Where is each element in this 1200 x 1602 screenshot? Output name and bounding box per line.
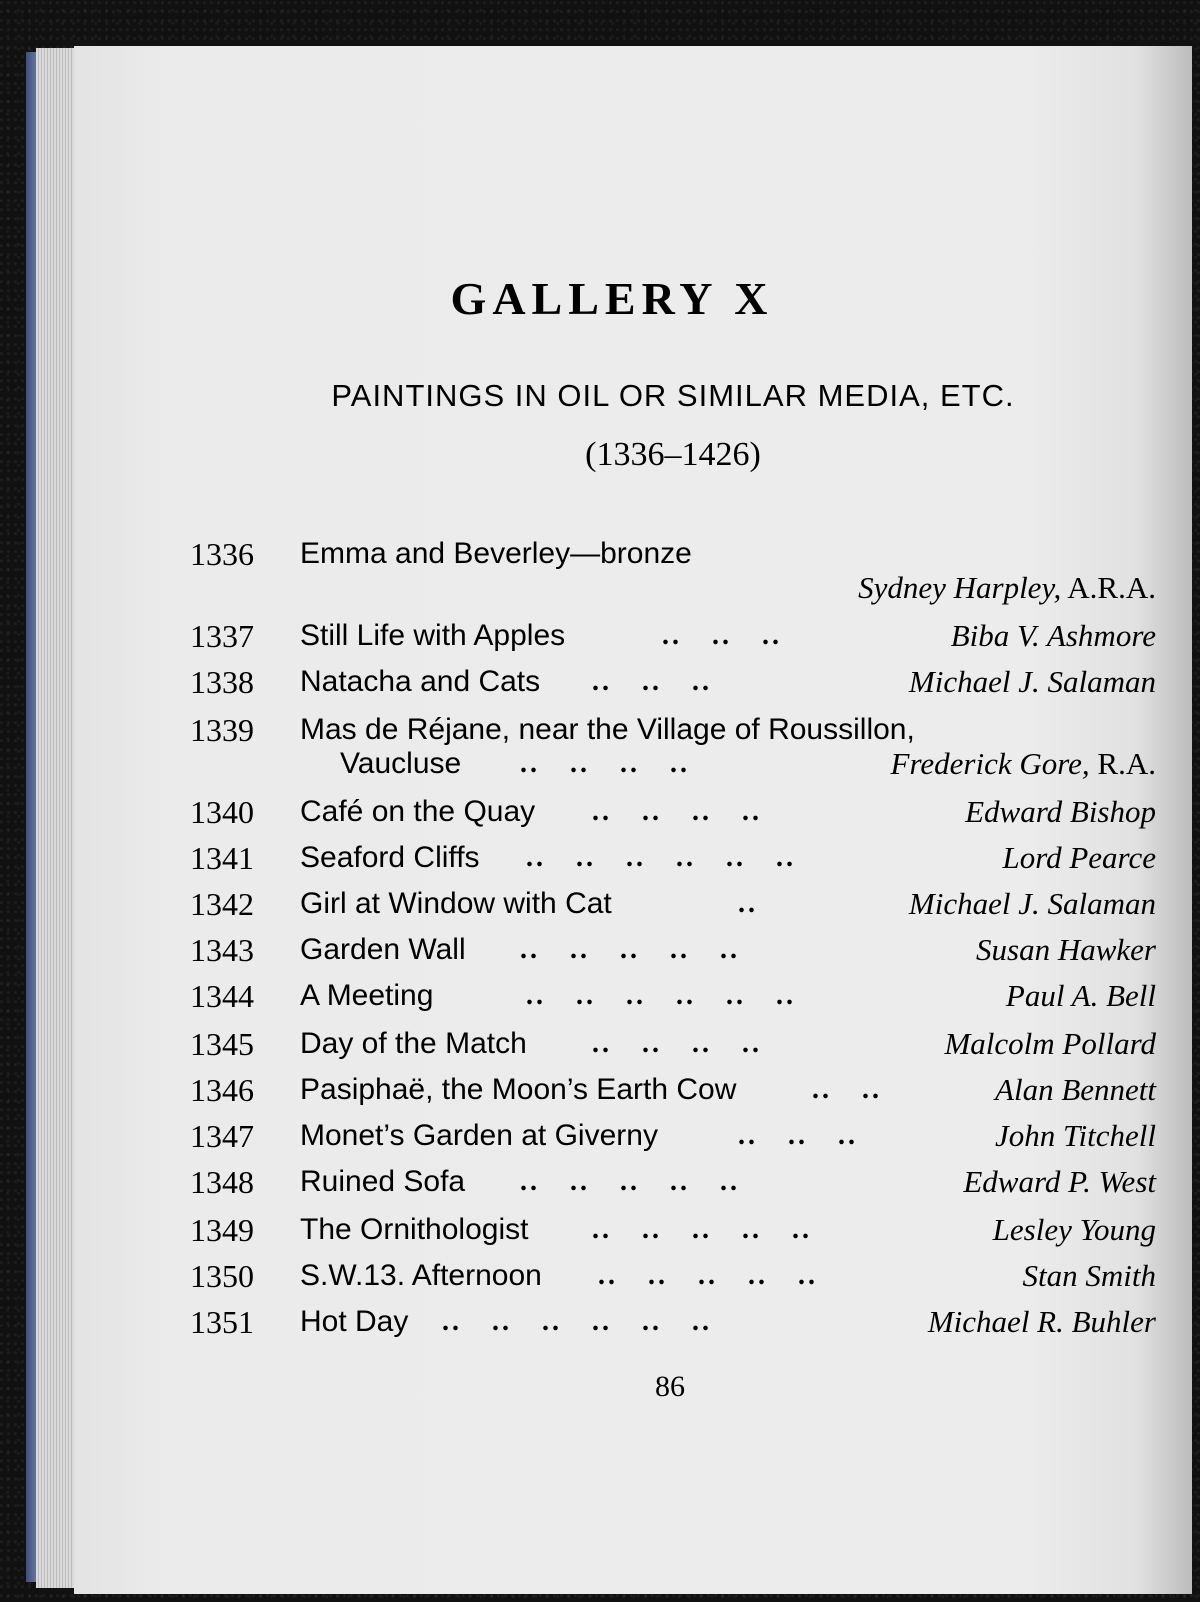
entry-number: 1342 xyxy=(190,886,254,922)
artist-name: Stan Smith xyxy=(1022,1258,1156,1293)
artist-name: Michael J. Salaman xyxy=(908,886,1156,921)
leader-dots: .. .. .. .. .. .. xyxy=(526,980,796,1011)
entry-number: 1341 xyxy=(190,840,254,876)
entry-artist xyxy=(909,882,1156,926)
leader-dots: .. .. .. .. .. xyxy=(592,1214,812,1245)
entry-number: 1351 xyxy=(190,1304,254,1340)
entry-number: 1345 xyxy=(190,1026,254,1062)
artist-name: Sydney Harpley, xyxy=(858,570,1062,605)
leader-dots: .. .. .. .. .. xyxy=(520,934,740,965)
leader-dots: .. .. .. .. .. xyxy=(598,1260,818,1291)
leader-dots: .. xyxy=(738,888,758,919)
entry-artist xyxy=(891,742,1156,786)
entry-artist xyxy=(858,566,1156,610)
entry-title: The Ornithologist xyxy=(300,1213,529,1246)
artist-name: Biba V. Ashmore xyxy=(950,618,1156,653)
leader-dots: .. .. .. .. xyxy=(592,796,762,827)
leader-dots: .. .. .. .. xyxy=(520,748,690,779)
entry-title: Emma and Beverley—bronze xyxy=(300,537,692,570)
entry-title: S.W.13. Afternoon xyxy=(300,1259,542,1292)
entry-title-continuation: Vaucluse xyxy=(340,747,462,780)
entry-title: Café on the Quay xyxy=(300,795,536,828)
catalogue-entry xyxy=(190,1208,1156,1252)
artist-suffix: A.R.A. xyxy=(1061,570,1156,605)
entry-number: 1338 xyxy=(190,664,254,700)
artist-name: Edward Bishop xyxy=(965,794,1156,829)
catalogue-entry xyxy=(190,836,1156,880)
artist-name: Susan Hawker xyxy=(976,932,1156,967)
catalogue-entry xyxy=(190,660,1156,704)
entry-title: Garden Wall xyxy=(300,933,466,966)
catalogue-entry xyxy=(190,614,1156,658)
artist-name: Alan Bennett xyxy=(995,1072,1156,1107)
entry-number: 1349 xyxy=(190,1212,254,1248)
catalogue-range: (1336–1426) xyxy=(585,436,761,473)
catalogue-entry xyxy=(190,882,1156,926)
entry-artist xyxy=(1006,974,1156,1018)
catalogue-entry xyxy=(190,1300,1156,1344)
artist-suffix: R.A. xyxy=(1089,746,1156,781)
entry-artist xyxy=(995,1114,1156,1158)
leader-dots: .. .. .. .. .. .. xyxy=(526,842,796,873)
entry-artist xyxy=(993,1208,1156,1252)
catalogue-entry xyxy=(190,928,1156,972)
artist-name: Malcolm Pollard xyxy=(944,1026,1156,1061)
gallery-title: GALLERY X xyxy=(450,273,774,324)
artist-name: Paul A. Bell xyxy=(1005,978,1156,1013)
entry-number: 1336 xyxy=(190,536,254,572)
artist-name: Edward P. West xyxy=(963,1164,1156,1199)
entry-title: Seaford Cliffs xyxy=(300,841,480,874)
artist-name: John Titchell xyxy=(994,1118,1156,1153)
entry-artist xyxy=(1002,836,1156,880)
catalogue-entry-continuation xyxy=(190,742,1156,786)
leader-dots: .. .. .. xyxy=(592,666,712,697)
catalogue-entry xyxy=(190,974,1156,1018)
catalogue-entry xyxy=(190,790,1156,834)
catalogue-entry xyxy=(190,1160,1156,1204)
entry-title: Hot Day xyxy=(300,1305,409,1338)
entry-number: 1350 xyxy=(190,1258,254,1294)
leader-dots: .. .. .. xyxy=(662,620,782,651)
entry-number: 1339 xyxy=(190,712,254,748)
entry-title: Day of the Match xyxy=(300,1027,527,1060)
catalogue-entry xyxy=(190,1254,1156,1298)
leader-dots: .. .. .. .. .. .. xyxy=(442,1306,712,1337)
entry-artist xyxy=(976,928,1156,972)
entry-title: Pasiphaë, the Moon’s Earth Cow xyxy=(300,1073,737,1106)
entry-number: 1344 xyxy=(190,978,254,1014)
entry-title: Mas de Réjane, near the Village of Roussillon, xyxy=(300,713,915,746)
entry-artist xyxy=(944,1022,1156,1066)
entry-number: 1346 xyxy=(190,1072,254,1108)
entry-artist xyxy=(963,1160,1156,1204)
artist-name: Lord Pearce xyxy=(1002,840,1156,875)
entry-number: 1337 xyxy=(190,618,254,654)
entry-number: 1340 xyxy=(190,794,254,830)
entry-artist xyxy=(995,1068,1156,1112)
entry-number: 1348 xyxy=(190,1164,254,1200)
page-number: 86 xyxy=(655,1370,685,1403)
leader-dots: .. .. .. .. .. xyxy=(520,1166,740,1197)
leader-dots: .. .. .. .. xyxy=(592,1028,762,1059)
entry-number: 1343 xyxy=(190,932,254,968)
catalogue-entry-artist-line xyxy=(190,566,1156,610)
artist-name: Michael J. Salaman xyxy=(908,664,1156,699)
artist-name: Michael R. Buhler xyxy=(927,1304,1156,1339)
entry-title: Ruined Sofa xyxy=(300,1165,466,1198)
entry-number: 1347 xyxy=(190,1118,254,1154)
entry-artist xyxy=(951,614,1156,658)
leader-dots: .. .. xyxy=(812,1074,882,1105)
section-subtitle: PAINTINGS IN OIL OR SIMILAR MEDIA, ETC. xyxy=(331,378,1015,413)
entry-title: Natacha and Cats xyxy=(300,665,541,698)
entry-title: A Meeting xyxy=(300,979,434,1012)
entry-artist xyxy=(909,660,1156,704)
artist-name: Lesley Young xyxy=(992,1212,1156,1247)
entry-artist xyxy=(1023,1254,1156,1298)
entry-title: Monet’s Garden at Giverny xyxy=(300,1119,658,1152)
catalogue-entry xyxy=(190,1114,1156,1158)
catalogue-entry xyxy=(190,1022,1156,1066)
entry-artist xyxy=(928,1300,1156,1344)
entry-title: Girl at Window with Cat xyxy=(300,887,612,920)
leader-dots: .. .. .. xyxy=(738,1120,858,1151)
artist-name: Frederick Gore, xyxy=(890,746,1090,781)
catalogue-entry xyxy=(190,1068,1156,1112)
entry-artist xyxy=(965,790,1156,834)
entry-title: Still Life with Apples xyxy=(300,619,566,652)
